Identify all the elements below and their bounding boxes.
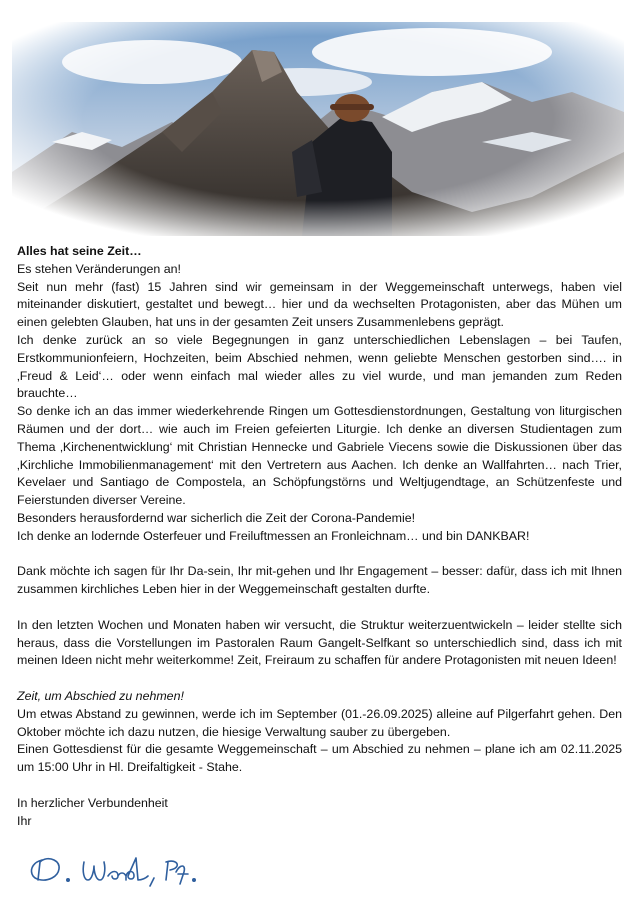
spacer	[17, 777, 622, 795]
paragraph-9: Einen Gottesdienst für die gesamte Weggemeinschaft – um Abschied zu nehmen – plane ich am 02.11.2025 um 15:00 Uhr in Hl. Dreifaltigkeit - Stahe.	[17, 742, 622, 775]
handwritten-signature	[28, 850, 228, 892]
paragraph-5: Ich denke an lodernde Osterfeuer und Freiluftmessen an Fronleichnam… und bin DANKBAR!	[17, 528, 530, 543]
paragraph-7: In den letzten Wochen und Monaten haben wir versucht, die Struktur weiterzuentwickeln – leider stellte sich heraus, dass die Vorstellungen im Pastoralen Raum Gangelt-Selfkant so unterschiedlich sind, dass ich mit meinen Ideen nicht mehr weiterkomme! Zeit, Freiraum zu schaffen für andere Protagonisten mit neuen Ideen!	[17, 617, 622, 668]
subheading: Zeit, um Abschied zu nehmen!	[17, 688, 184, 703]
spacer	[17, 599, 622, 617]
closing-ihr: Ihr	[17, 813, 32, 828]
paragraph-8: Um etwas Abstand zu gewinnen, werde ich im September (01.-26.09.2025) alleine auf Pilgerfahrt gehen. Den Oktober möchte ich dazu nutzen, die hiesige Verwaltung sauber zu übergeben.	[17, 706, 622, 739]
mountain-hiker-image	[12, 22, 624, 236]
spacer	[17, 546, 622, 564]
paragraph-1: Seit nun mehr (fast) 15 Jahren sind wir gemeinsam in der Weggemeinschaft unterwegs, haben viel miteinander diskutiert, gestaltet und bewegt… hier und da wechselten Protagonisten, aber das Mühen um einen gelebten Glauben, hat uns in der gesamten Zeit unsers Zusammenlebens geprägt.	[17, 279, 622, 330]
letter-intro: Es stehen Veränderungen an!	[17, 261, 181, 276]
letter-body	[17, 243, 622, 830]
paragraph-3: So denke ich an das immer wiederkehrende Ringen um Gottesdienstordnungen, Gestaltung von liturgischen Räumen und der dort… wie auch im Freien gefeierten Liturgie. Ich denke an diversen Studientagen zum Thema ‚Kirchenentwicklung‘ mit Christian Hennecke und Gabriele Viecens sowie die Diskussionen über das ‚Kirchliche Immobilienmanagement‘ mit den Vertretern aus Aachen. Ich denke an Wallfahrten… nach Trier, Kevelaer und Santiago de Compostela, an Schöpfungstörns und Weltjugendtage, an Schützenfeste und Feierstunden diverser Vereine.	[17, 404, 622, 508]
paragraph-6: Dank möchte ich sagen für Ihr Da-sein, Ihr mit-gehen und Ihr Engagement – besser: dafür, dass ich mit Ihnen zusammen kirchliches Leben hier in der Weggemeinschaft gestalten durfte.	[17, 564, 622, 597]
paragraph-2: Ich denke zurück an so viele Begegnungen in ganz unterschiedlichen Lebenslagen – bei Taufen, Erstkommunionfeiern, Hochzeiten, beim Abschied nehmen, wenn geliebte Menschen gestorben sind…. in ‚Freud & Leid‘… oder wenn einfach mal wieder alles zu viel wurde, und man jemanden zum Reden brauchte…	[17, 332, 622, 401]
letter-title: Alles hat seine Zeit…	[17, 244, 142, 258]
spacer	[17, 670, 622, 688]
paragraph-4: Besonders herausfordernd war sicherlich die Zeit der Corona-Pandemie!	[17, 510, 416, 525]
closing-line: In herzlicher Verbundenheit	[17, 795, 168, 810]
header-mountain-photo	[12, 22, 624, 236]
signature-icon	[28, 850, 228, 892]
